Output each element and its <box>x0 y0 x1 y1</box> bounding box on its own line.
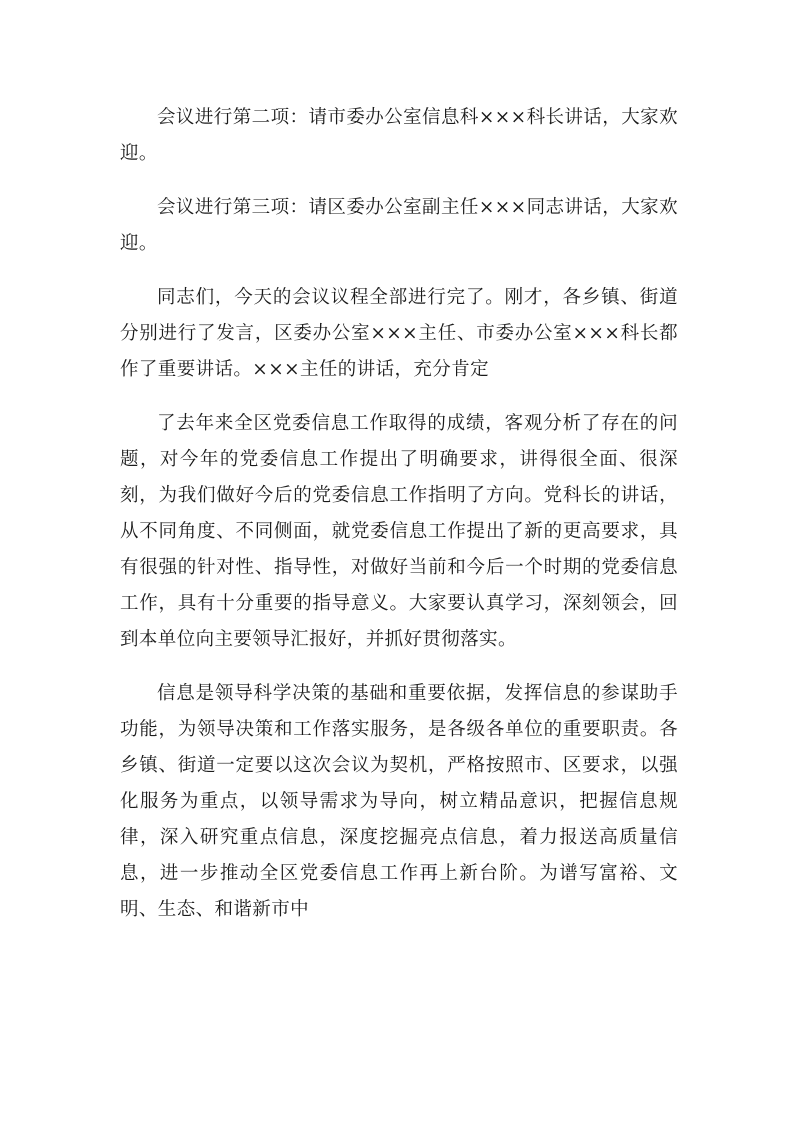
paragraph-agenda-item-2: 会议进行第二项：请市委办公室信息科×××科长讲话，大家欢迎。 <box>120 107 678 164</box>
paragraph-agenda-item-3: 会议进行第三项：请区委办公室副主任×××同志讲话，大家欢迎。 <box>120 197 678 254</box>
paragraph-closing-remarks: 同志们，今天的会议议程全部进行完了。刚才，各乡镇、街道分别进行了发言，区委办公室×××主任、市委办公室×××科长都作了重要讲话。×××主任的讲话，充分肯定 <box>120 287 678 380</box>
document-body <box>120 100 678 928</box>
paragraph-information-work: 信息是领导科学决策的基础和重要依据，发挥信息的参谋助手功能，为领导决策和工作落实服务，是各级各单位的重要职责。各乡镇、街道一定要以这次会议为契机，严格按照市、区要求，以强化服务为重点，以领导需求为导向，树立精品意识，把握信息规律，深入研究重点信息，深度挖掘亮点信息，着力报送高质量信息，进一步推动全区党委信息工作再上新台阶。为谱写富裕、文明、生态、和谐新市中 <box>120 683 678 920</box>
paragraph-speech-evaluation: 了去年来全区党委信息工作取得的成绩，客观分析了存在的问题，对今年的党委信息工作提出了明确要求，讲得很全面、很深刻，为我们做好今后的党委信息工作指明了方向。党科长的讲话，从不同角度、不同侧面，就党委信息工作提出了新的更高要求，具有很强的针对性、指导性，对做好当前和今后一个时期的党委信息工作，具有十分重要的指导意义。大家要认真学习，深刻领会，回到本单位向主要领导汇报好，并抓好贯彻落实。 <box>120 413 678 650</box>
